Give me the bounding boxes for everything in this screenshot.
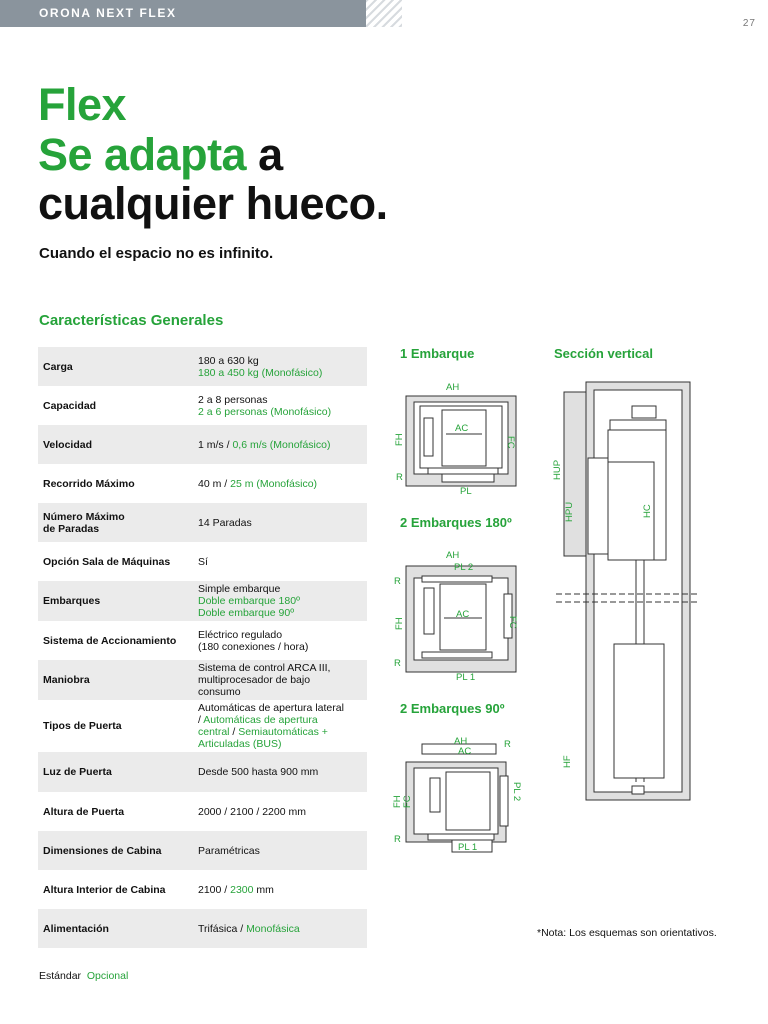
table-row [38, 792, 367, 831]
label-r1: R [394, 576, 401, 587]
spec-value: 14 Paradas [193, 503, 367, 542]
spec-label: Alimentación [38, 909, 193, 948]
diagram-title-section: Sección vertical [554, 346, 653, 361]
label-ac: AC [456, 609, 470, 620]
table-row [38, 581, 367, 621]
spec-label: Altura Interior de Cabina [43, 883, 166, 896]
label-hf: HF [562, 755, 573, 768]
label-pl2: PL 2 [454, 562, 474, 573]
spec-label: Tipos de Puerta [43, 720, 122, 732]
spec-value: 180 a 630 kg 180 a 450 kg (Monofásico) [193, 347, 367, 386]
table-row [38, 831, 367, 870]
label-ah: AH [454, 736, 468, 747]
table-row [38, 503, 367, 542]
page-number: 27 [742, 18, 756, 29]
note-text: *Nota: Los esquemas son orientativos. [537, 927, 717, 939]
section-title: Características Generales [39, 312, 224, 329]
legend-standard: Estándar [39, 970, 82, 982]
spec-value: Simple embarque Doble embarque 180º Doble embarque 90º [193, 581, 367, 621]
label-ah: AH [446, 550, 460, 561]
label-fh: FH [394, 617, 405, 630]
table-row [38, 347, 367, 386]
headline-line1: Flex [38, 79, 127, 130]
spec-label: Embarques [38, 581, 193, 621]
table-row [38, 660, 367, 700]
label-ac: AC [455, 423, 469, 434]
spec-label: Dimensiones de Cabina [38, 831, 193, 870]
table-row [38, 386, 367, 425]
diagram-title-1: 1 Embarque [400, 346, 475, 361]
headline-line3: cualquier hueco. [38, 178, 388, 229]
spec-value: Eléctrico regulado (180 conexiones / hora) [198, 628, 309, 653]
label-fh: FH [392, 795, 403, 808]
spec-value: 40 m / 25 m (Monofásico) [198, 477, 318, 490]
label-hup: HUP [552, 459, 563, 480]
legend [39, 970, 128, 982]
diagram-1-embarque [392, 374, 532, 498]
label-fc: FC [505, 436, 516, 449]
header-stripes [366, 0, 402, 27]
spec-label: Carga [38, 347, 193, 386]
spec-value: 2 a 8 personas 2 a 6 personas (Monofásico) [198, 393, 332, 418]
spec-label: Capacidad [43, 399, 97, 412]
brand-title: ORONA NEXT FLEX [39, 6, 177, 20]
spec-value: 2000 / 2100 / 2200 mm [198, 805, 306, 818]
label-fh: FH [394, 433, 405, 446]
label-ah: AH [446, 382, 460, 393]
spec-label: Maniobra [38, 660, 193, 700]
diagram-section-vertical [548, 372, 718, 808]
headline-black: a [246, 129, 283, 180]
diagram-title-3: 2 Embarques 90º [400, 701, 505, 716]
spec-label: Recorrido Máximo [43, 477, 135, 490]
label-hpu: HPU [564, 501, 575, 522]
table-row [38, 542, 367, 581]
spec-label: Sistema de Accionamiento [43, 634, 177, 647]
label-r2: R [394, 834, 401, 845]
table-row [38, 752, 367, 792]
label-r2: R [394, 658, 401, 669]
spec-label: Número Máximo de Paradas [38, 503, 193, 542]
label-hc: HC [642, 504, 653, 518]
spec-label: Altura de Puerta [43, 805, 125, 818]
label-fc: FC [507, 616, 518, 629]
spec-value: Sí [198, 555, 208, 568]
label-pl: PL [460, 486, 472, 497]
table-row [38, 464, 367, 503]
spec-value: Sistema de control ARCA III, multiprocesador de bajo consumo [193, 660, 367, 700]
spec-value: 1 m/s / 0,6 m/s (Monofásico) [193, 425, 367, 464]
spec-value: Desde 500 hasta 900 mm [193, 752, 367, 792]
diagram-2-embarques-180 [392, 546, 532, 686]
diagram-3-embarques-90 [392, 732, 532, 858]
label-pl1: PL 1 [456, 672, 476, 683]
spec-label: Luz de Puerta [38, 752, 193, 792]
table-row [38, 870, 367, 909]
label-fc: FC [402, 795, 413, 808]
legend-optional: Opcional [86, 970, 129, 982]
spec-label: Velocidad [38, 425, 193, 464]
label-pl2: PL 2 [511, 782, 522, 802]
table-row [38, 621, 367, 660]
spec-label: Opción Sala de Máquinas [43, 555, 171, 568]
headline-green: Se adapta [38, 129, 247, 180]
spec-value: 2100 / 2300 mm [198, 883, 274, 896]
label-ac: AC [458, 746, 472, 757]
label-r1: R [504, 739, 511, 750]
table-row [38, 909, 367, 948]
diagram-title-2: 2 Embarques 180º [400, 515, 512, 530]
label-pl1: PL 1 [458, 842, 478, 853]
subtitle: Cuando el espacio no es infinito. [39, 245, 274, 262]
label-r: R [396, 472, 403, 483]
spec-value: Paramétricas [193, 831, 367, 870]
table-row [38, 425, 367, 464]
spec-value: Trifásica / Monofásica [193, 909, 367, 948]
spec-value: Automáticas de apertura lateral / Automáticas de apertura central / Semiautomáticas + Articuladas (BUS) [198, 702, 344, 750]
headline-line2 [38, 131, 283, 179]
table-row [38, 700, 367, 752]
specs-table [38, 347, 367, 948]
